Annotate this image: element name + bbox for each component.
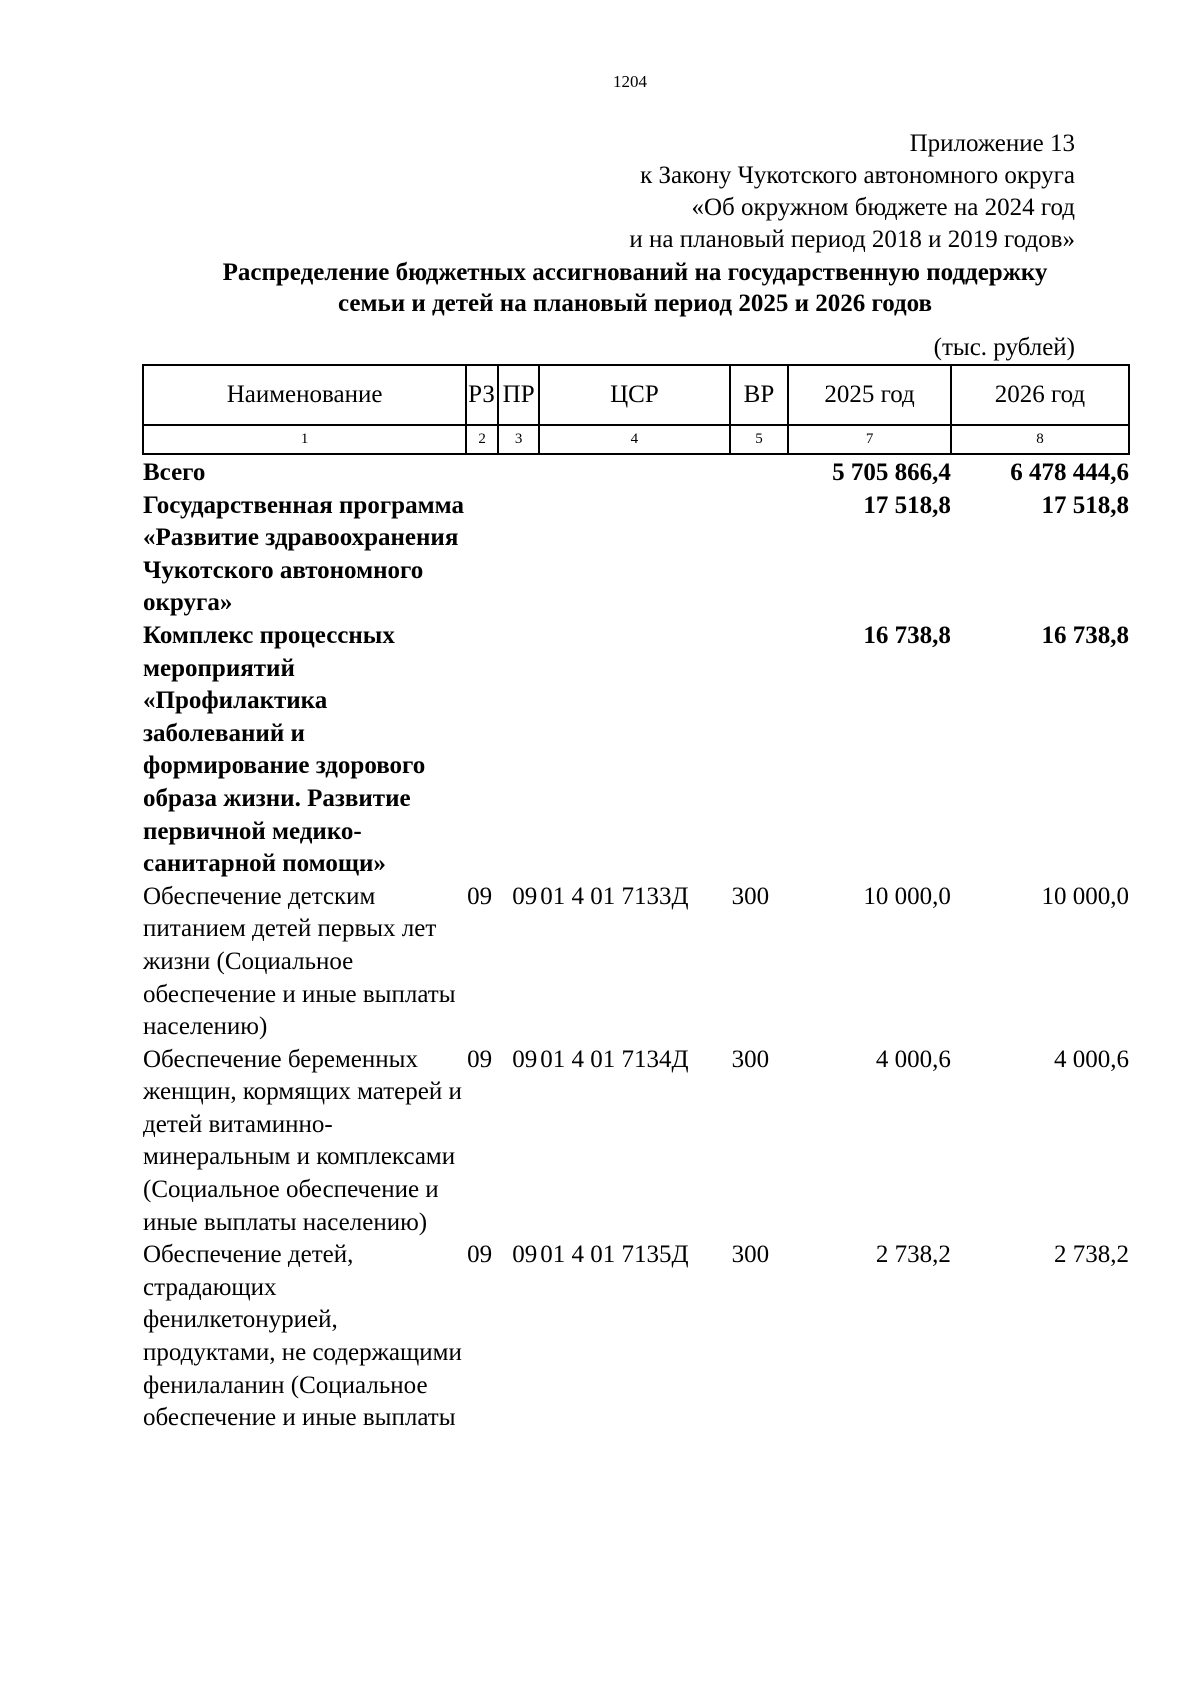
appendix-line-2: к Закону Чукотского автономного округа [640, 162, 1075, 189]
column-number-name: 1 [143, 425, 466, 454]
row-pr [498, 620, 539, 881]
row-name: Всего [143, 459, 206, 486]
table-row-complex [143, 620, 1129, 881]
table-row-total [143, 454, 1129, 490]
row-2026: 10 000,0 [1041, 882, 1129, 910]
row-csr: 01 4 01 7134Д [540, 1045, 689, 1073]
header-rz: РЗ [466, 365, 498, 425]
table-row [143, 881, 1129, 1044]
units-label: (тыс. рублей) [933, 334, 1075, 361]
table-row-program [143, 490, 1129, 620]
row-pr: 09 [512, 1241, 538, 1269]
budget-table [142, 364, 1130, 1435]
header-pr: ПР [498, 365, 539, 425]
row-rz: 09 [467, 1045, 493, 1073]
row-rz [466, 454, 498, 490]
row-vr [730, 454, 789, 490]
row-2026: 6 478 444,6 [1010, 459, 1129, 486]
row-2025: 16 738,8 [863, 621, 951, 649]
appendix-header [629, 128, 1075, 256]
column-number-pr: 3 [498, 425, 539, 454]
row-pr [498, 454, 539, 490]
page-number: 1204 [613, 72, 647, 91]
column-number-rz: 2 [466, 425, 498, 454]
row-vr: 300 [731, 882, 770, 910]
row-vr: 300 [731, 1045, 770, 1073]
row-2026: 2 738,2 [1054, 1241, 1129, 1269]
row-name: Обеспечение детским питанием детей первых лет жизни (Социальное обеспечение и иные выплаты населению) [143, 882, 456, 1041]
row-csr [539, 620, 729, 881]
row-2026: 4 000,6 [1054, 1045, 1129, 1073]
row-rz: 09 [467, 1241, 493, 1269]
row-rz [466, 620, 498, 881]
column-number-2026: 8 [951, 425, 1129, 454]
row-2026: 16 738,8 [1041, 621, 1129, 649]
row-rz [466, 490, 498, 620]
row-2026: 17 518,8 [1041, 491, 1129, 519]
row-pr: 09 [512, 1045, 538, 1073]
row-vr [730, 620, 789, 881]
header-csr: ЦСР [539, 365, 729, 425]
row-2025: 4 000,6 [875, 1045, 951, 1073]
header-name: Наименование [143, 365, 466, 425]
column-number-vr: 5 [730, 425, 789, 454]
row-2025: 5 705 866,4 [832, 459, 951, 486]
row-2025: 10 000,0 [863, 882, 951, 910]
header-vr: ВР [730, 365, 789, 425]
row-name: Обеспечение детей, страдающих фенилкетонурией, продуктами, не содержащими фенилаланин (Социальное обеспечение и иные выплаты [143, 1241, 462, 1432]
table-row [143, 1044, 1129, 1240]
column-number-2025: 7 [788, 425, 951, 454]
row-name: Государственная программа «Развитие здравоохранения Чукотского автономного округа» [143, 491, 464, 617]
row-2025: 17 518,8 [863, 491, 951, 519]
row-name: Обеспечение беременных женщин, кормящих матерей и детей витаминно-минеральным и комплексами (Социальное обеспечение и иные выплаты населению) [143, 1045, 462, 1236]
appendix-line-3: «Об окружном бюджете на 2024 год [691, 194, 1075, 221]
row-2025: 2 738,2 [875, 1241, 951, 1269]
document-title-line-1: Распределение бюджетных ассигнований на государственную поддержку [222, 259, 1048, 286]
appendix-line-4: и на плановый период 2018 и 2019 годов» [629, 226, 1075, 253]
row-vr [730, 490, 789, 620]
header-2026: 2026 год [951, 365, 1129, 425]
row-vr: 300 [731, 1241, 770, 1269]
row-csr [539, 490, 729, 620]
header-2025: 2025 год [788, 365, 951, 425]
row-csr: 01 4 01 7133Д [540, 882, 689, 910]
appendix-line-1: Приложение 13 [909, 130, 1075, 157]
table-header [143, 365, 1129, 454]
column-number-csr: 4 [539, 425, 729, 454]
table-body [143, 454, 1129, 1435]
document-title [140, 257, 1130, 319]
row-csr [539, 454, 729, 490]
table-row [143, 1239, 1129, 1435]
row-name: Комплекс процессных мероприятий «Профилактика заболеваний и формирование здорового образа жизни. Развитие первичной медико-санитарной помощи» [143, 621, 426, 878]
row-pr [498, 490, 539, 620]
document-title-line-2: семьи и детей на плановый период 2025 и 2026 годов [337, 290, 933, 317]
row-csr: 01 4 01 7135Д [540, 1241, 689, 1269]
row-pr: 09 [512, 882, 538, 910]
row-rz: 09 [467, 882, 493, 910]
